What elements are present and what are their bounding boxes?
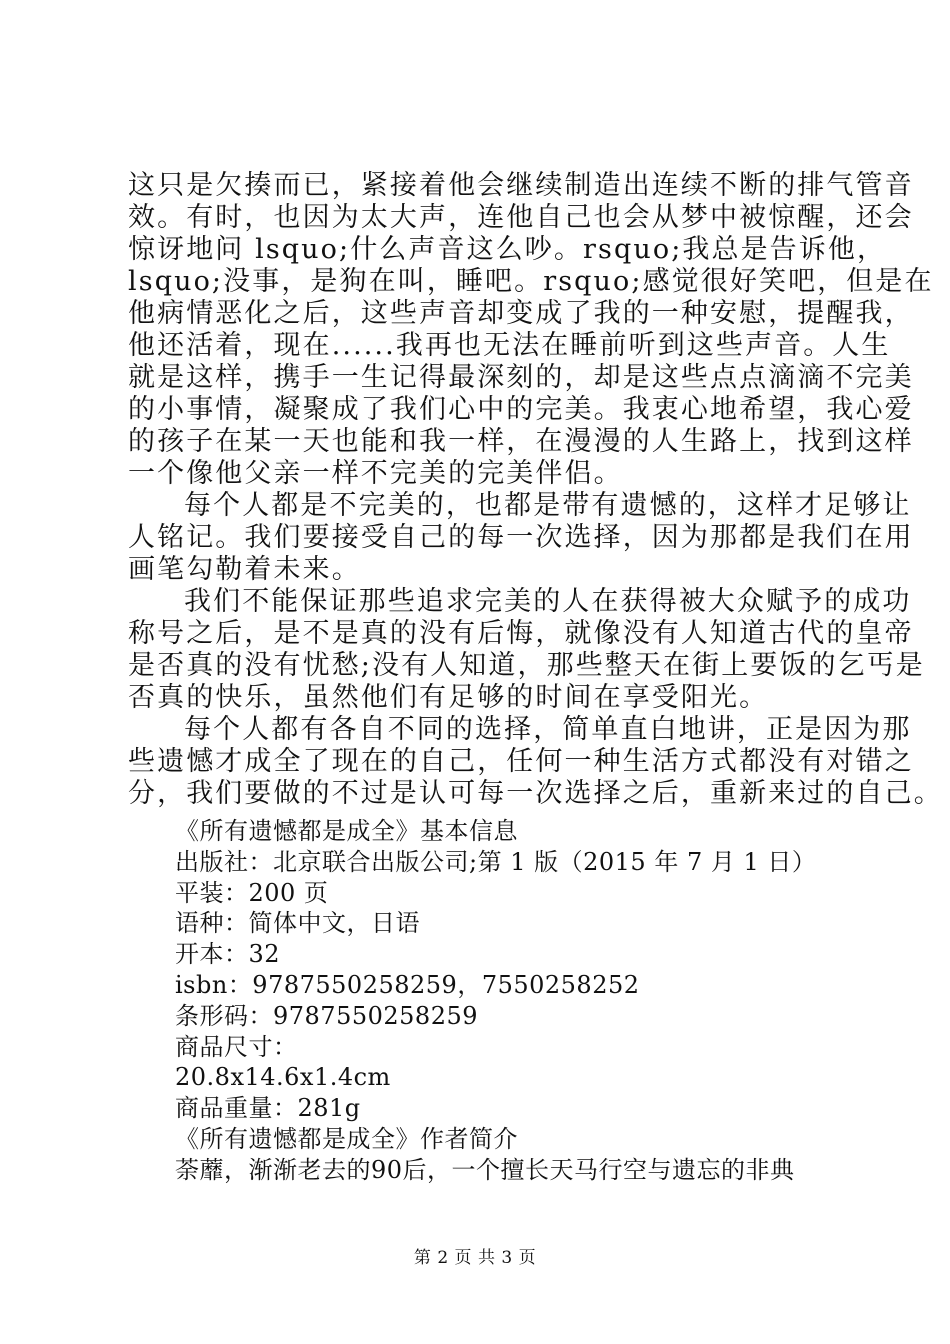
text-line: 人铭记。我们要接受自己的每一次选择，因为那都是我们在用: [128, 522, 914, 553]
author-heading: 《所有遗憾都是成全》作者简介: [175, 1124, 518, 1153]
text-line: 我们不能保证那些追求完美的人在获得被大众赋予的成功: [184, 586, 912, 617]
info-line: isbn：9787550258259，7550258252: [175, 970, 640, 999]
text-line: 惊讶地问 lsquo;什么声音这么吵。rsquo;我总是告诉他，: [128, 234, 887, 265]
info-line: 平装：200 页: [175, 878, 329, 907]
text-line: 这只是欠揍而已，紧接着他会继续制造出连续不断的排气管音: [128, 170, 914, 201]
text-line: lsquo;没事，是狗在叫，睡吧。rsquo;感觉很好笑吧，但是在: [128, 266, 934, 297]
author-line: 荼蘼，渐渐老去的90后，一个擅长天马行空与遗忘的非典: [175, 1155, 795, 1184]
text-line: 的孩子在某一天也能和我一样，在漫漫的人生路上，找到这样: [128, 426, 914, 457]
info-heading: 《所有遗憾都是成全》基本信息: [175, 817, 518, 845]
info-line: 商品尺寸：: [175, 1032, 298, 1061]
page-footer: [0, 1243, 950, 1268]
book-info: [175, 816, 865, 1186]
text-line: 分，我们要做的不过是认可每一次选择之后，重新来过的自己。: [128, 778, 943, 809]
info-line: 商品重量：281g: [175, 1094, 361, 1123]
text-line: 的小事情，凝聚成了我们心中的完美。我衷心地希望，我心爱: [128, 394, 914, 425]
text-line: 是否真的没有忧愁;没有人知道，那些整天在街上要饭的乞丐是: [128, 650, 925, 681]
info-line: 语种：简体中文，日语: [175, 909, 420, 938]
info-line: 出版社：北京联合出版公司;第 1 版（2015 年 7 月 1 日）: [175, 847, 817, 876]
text-line: 他还活着，现在......我再也无法在睡前听到这些声音。人生: [128, 330, 891, 361]
text-line: 就是这样，携手一生记得最深刻的，却是这些点点滴滴不完美: [128, 362, 914, 393]
info-line: 条形码：9787550258259: [175, 1001, 479, 1030]
info-line: 20.8x14.6x1.4cm: [175, 1063, 391, 1092]
text-line: 效。有时，也因为太大声，连他自己也会从梦中被惊醒，还会: [128, 202, 914, 233]
info-line: 开本：32: [175, 940, 281, 969]
text-line: 些遗憾才成全了现在的自己，任何一种生活方式都没有对错之: [128, 746, 914, 777]
body-text: [128, 170, 943, 810]
text-line: 称号之后，是不是真的没有后悔，就像没有人知道古代的皇帝: [128, 618, 914, 649]
text-line: 他病情恶化之后，这些声音却变成了我的一种安慰，提醒我，: [128, 298, 914, 329]
text-line: 画笔勾勒着未来。: [128, 554, 361, 585]
text-line: 每个人都是不完美的，也都是带有遗憾的，这样才足够让: [184, 490, 912, 521]
page-number: 第 2 页 共 3 页: [413, 1248, 537, 1268]
text-line: 每个人都有各自不同的选择，简单直白地讲，正是因为那: [184, 714, 912, 745]
text-line: 一个像他父亲一样不完美的完美伴侣。: [128, 458, 623, 489]
text-line: 否真的快乐，虽然他们有足够的时间在享受阳光。: [128, 682, 769, 713]
